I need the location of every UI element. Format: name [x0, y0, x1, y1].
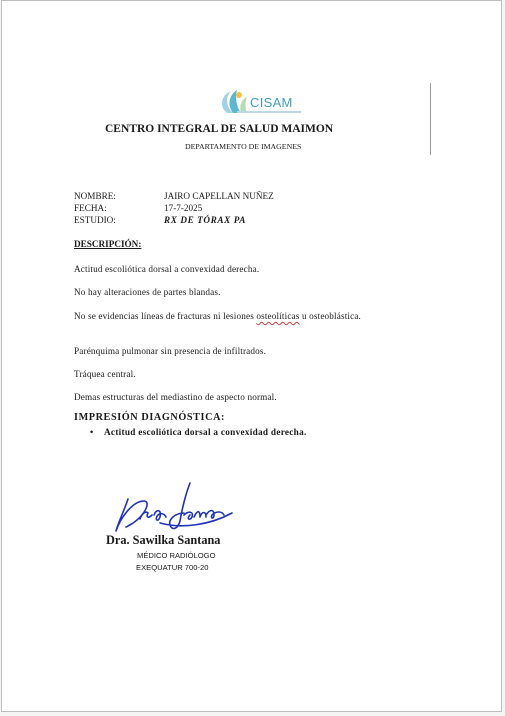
- finding-1: Actitud escoliótica dorsal a convexidad derecha.: [74, 264, 260, 274]
- physician-license: EXEQUATUR 700-20: [136, 563, 209, 572]
- finding-3-part-a: No se evidencias líneas de fracturas ni lesiones: [74, 311, 257, 321]
- finding-5: Tráquea central.: [74, 369, 136, 379]
- handwritten-signature: [110, 479, 235, 537]
- description-heading: DESCRIPCIÓN:: [74, 239, 142, 249]
- cisam-logo: [217, 87, 327, 121]
- finding-3: [74, 310, 394, 322]
- margin-line: [430, 83, 431, 155]
- impression-heading: IMPRESIÓN DIAGNÓSTICA:: [74, 412, 226, 423]
- study-row: [74, 214, 274, 226]
- date-label: FECHA:: [74, 203, 107, 213]
- spellcheck-flagged-word[interactable]: osteolíticas: [256, 311, 300, 321]
- study-value: RX DE TÓRAX PA: [164, 215, 246, 225]
- organization-title: CENTRO INTEGRAL DE SALUD MAIMON: [105, 123, 334, 135]
- finding-4: Parénquima pulmonar sin presencia de infiltrados.: [74, 346, 267, 356]
- finding-6: Demas estructuras del mediastino de aspecto normal.: [74, 392, 277, 402]
- impression-list: [90, 427, 307, 437]
- physician-name: Dra. Sawilka Santana: [106, 533, 221, 547]
- bullet-icon: •: [90, 427, 94, 437]
- physician-role: MÉDICO RADIÓLOGO: [137, 551, 216, 560]
- name-label: NOMBRE:: [74, 191, 116, 201]
- patient-info: [74, 190, 274, 226]
- finding-3-part-b: u osteoblástica.: [299, 311, 362, 321]
- logo-tagline-mark: [237, 111, 301, 113]
- name-row: [74, 190, 274, 202]
- date-row: [74, 202, 274, 214]
- study-label: ESTUDIO:: [74, 215, 116, 225]
- logo-text: CISAM: [250, 95, 293, 110]
- document-page: [1, 0, 502, 712]
- finding-2: No hay alteraciones de partes blandas.: [74, 287, 221, 297]
- impression-item-1: Actitud escoliótica dorsal a convexidad derecha.: [104, 427, 307, 437]
- date-value: 17-7-2025: [164, 203, 203, 213]
- department-title: DEPARTAMENTO DE IMAGENES: [185, 142, 302, 151]
- name-value: JAIRO CAPELLAN NUÑEZ: [164, 191, 274, 201]
